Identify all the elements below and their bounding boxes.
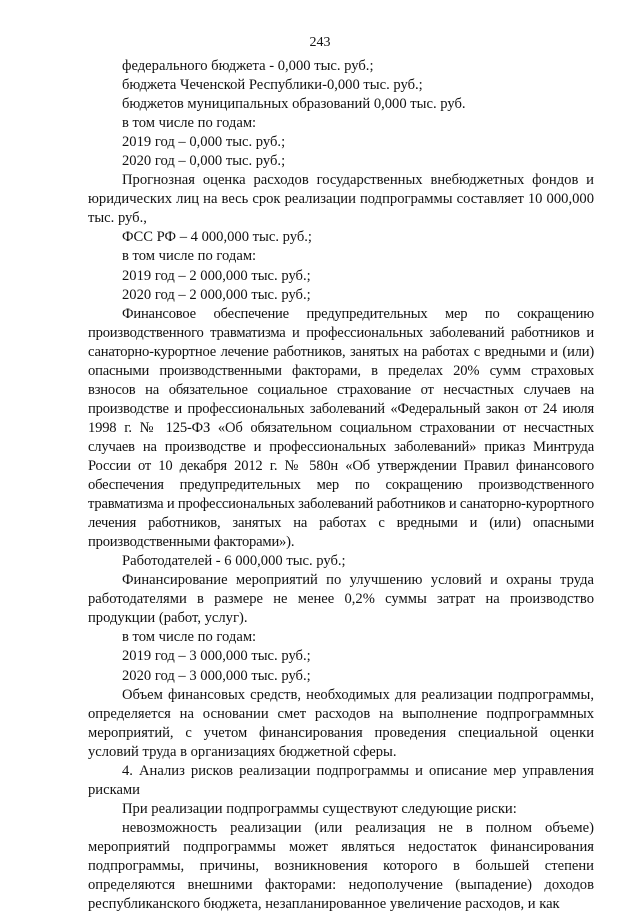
paragraph-year-2019: 2019 год – 3 000,000 тыс. руб.;	[122, 648, 311, 665]
paragraph-employers: Работодателей - 6 000,000 тыс. руб.;	[122, 553, 346, 570]
paragraph-year-2019: 2019 год – 0,000 тыс. руб.;	[122, 134, 286, 151]
paragraph-municipal-budget: бюджетов муниципальных образований 0,000 тыс. руб.	[122, 96, 466, 113]
paragraph-employer-financing: Финансирование мероприятий по улучшению условий и охраны труда работодателями в размере не менее 0,2% суммы затрат на производство продукции (работ, услуг).	[88, 572, 594, 627]
paragraph-by-years: в том числе по годам:	[122, 629, 257, 646]
paragraph-financial-support: Финансовое обеспечение предупредительных мер по сокращению производственного травматизма и профессиональных заболеваний работников и санаторно-курортное лечение работников, занятых на работах с вредными и (или) опасными производственными факторами, в пределах 20% сумм страховых взносов на обязательное социальное страхование от несчастных случаев на производстве и профессиональных заболеваний «Федеральный закон от 24 июля 1998 г. № 125-ФЗ «Об обязательном социальном страховании от несчастных случаев на производстве и профессиональных заболеваний» приказ Минтруда России от 10 декабря 2012 г. № 580н «Об утверждении Правил финансового обеспечения предупредительных мер по сокращению производственного травматизма и профессиональных заболеваний работников и санаторно-курортного лечения работников, занятых на работах с вредными и (или) опасными производственными факторами»).	[88, 305, 594, 551]
paragraph-by-years: в том числе по годам:	[122, 248, 257, 265]
paragraph-fss: ФСС РФ – 4 000,000 тыс. руб.;	[122, 229, 312, 246]
paragraph-risks-intro: При реализации подпрограммы существуют следующие риски:	[122, 800, 517, 817]
page-number: 243	[309, 35, 331, 50]
paragraph-risk-funding-shortfall: невозможность реализации (или реализация не в полном объеме) мероприятий подпрограммы может являться недостаток финансирования подпрограммы, причины, возникновения которого в большей степени определяются внешними факторами: недополучение (выпадение) доходов республиканского бюджета, незапланированное увеличение расходов, и как	[88, 819, 594, 913]
paragraph-year-2019: 2019 год – 2 000,000 тыс. руб.;	[122, 267, 311, 284]
paragraph-year-2020: 2020 год – 2 000,000 тыс. руб.;	[122, 286, 311, 303]
document-body	[88, 57, 594, 914]
paragraph-federal-budget: федерального бюджета - 0,000 тыс. руб.;	[122, 58, 374, 74]
paragraph-funding-volume: Объем финансовых средств, необходимых для реализации подпрограммы, определяется на основании смет расходов на выполнение подпрограммных мероприятий, с учетом финансирования проведения специальной оценки условий труда в организациях бюджетной сферы.	[88, 686, 594, 760]
paragraph-chechen-budget: бюджета Чеченской Республики-0,000 тыс. руб.;	[122, 77, 423, 94]
paragraph-by-years: в том числе по годам:	[122, 115, 257, 132]
paragraph-year-2020: 2020 год – 0,000 тыс. руб.;	[122, 153, 286, 170]
section-heading-risk-analysis: 4. Анализ рисков реализации подпрограммы и описание мер управления рисками	[88, 762, 594, 798]
paragraph-forecast-estimate: Прогнозная оценка расходов государственных внебюджетных фондов и юридических лиц на весь срок реализации подпрограммы составляет 10 000,000 тыс. руб.,	[88, 172, 594, 227]
paragraph-year-2020: 2020 год – 3 000,000 тыс. руб.;	[122, 667, 311, 684]
